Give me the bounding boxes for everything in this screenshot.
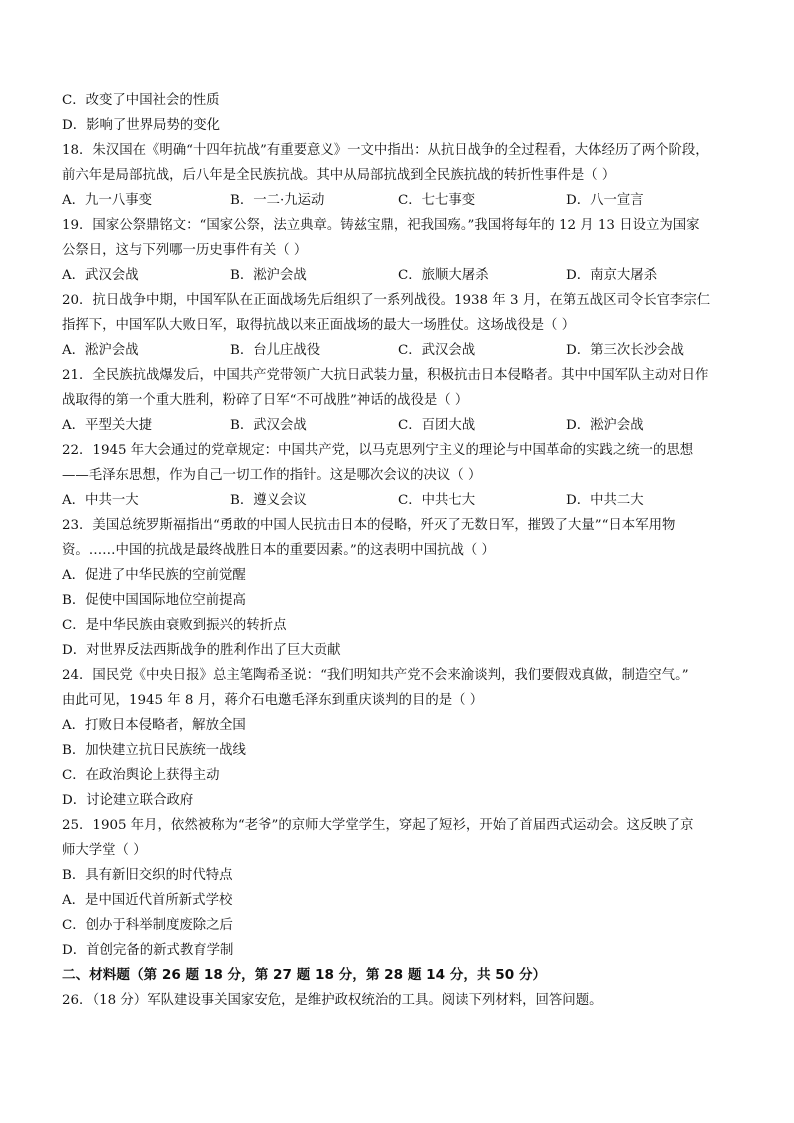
q21-option-b: B．武汉会战	[230, 418, 307, 433]
q21-option-a: A．平型关大捷	[62, 418, 153, 433]
q24-stem-line1: 24．国民党《中央日报》总主笔陶希圣说：“我们明知共产党不会来渝谈判，我们要假戏真做，制造空气。”	[62, 668, 689, 683]
exam-page	[62, 88, 734, 1013]
q18-stem-line2: 前六年是局部抗战，后八年是全民族抗战。其中从局部抗战到全民族抗战的转折性事件是（ ）	[62, 168, 616, 183]
q18-option-d: D．八一宣言	[566, 193, 644, 208]
q22-option-a: A．中共一大	[62, 493, 139, 508]
q21-stem-line1: 21．全民族抗战爆发后，中国共产党带领广大抗日武装力量，积极抗击日本侵略者。其中中国军队主动对日作	[62, 368, 709, 383]
q19-option-b: B．淞沪会战	[230, 268, 307, 283]
q22-option-c: C．中共七大	[398, 493, 476, 508]
q21-options	[62, 413, 734, 438]
q25-option-b: B．具有新旧交织的时代特点	[62, 868, 233, 883]
q22-option-d: D．中共二大	[566, 493, 644, 508]
q20-option-a: A．淞沪会战	[62, 343, 139, 358]
q20-options	[62, 338, 734, 363]
q20-option-d: D．第三次长沙会战	[566, 343, 684, 358]
q23-option-a: A．促进了中华民族的空前觉醒	[62, 568, 246, 583]
section-2-heading: 二、材料题（第 26 题 18 分，第 27 题 18 分，第 28 题 14 分，共 50 分）	[62, 967, 547, 983]
q22-stem-line1: 22．1945 年大会通过的党章规定：中国共产党，以马克思列宁主义的理论与中国革命的实践之统一的思想	[62, 443, 694, 458]
q19-option-d: D．南京大屠杀	[566, 268, 658, 283]
q19-stem-line1: 19．国家公祭鼎铭文：“国家公祭，法立典章。铸兹宝鼎，祀我国殇。”我国将每年的 12 月 13 日设立为国家	[62, 218, 700, 233]
q19-option-c: C．旅顺大屠杀	[398, 268, 489, 283]
q25-option-c: C．创办于科举制度废除之后	[62, 918, 233, 933]
q20-option-b: B．台儿庄战役	[230, 343, 321, 358]
q21-stem-line2: 战取得的第一个重大胜利，粉碎了日军“不可战胜”神话的战役是（ ）	[62, 393, 469, 408]
q18-option-b: B．一二·九运动	[230, 193, 325, 208]
q21-option-c: C．百团大战	[398, 418, 476, 433]
q24-option-d: D．讨论建立联合政府	[62, 793, 194, 808]
q23-stem-line2: 资。……中国的抗战是最终战胜日本的重要因素。”的这表明中国抗战（ ）	[62, 543, 495, 558]
q19-option-a: A．武汉会战	[62, 268, 139, 283]
q17-option-d: D．影响了世界局势的变化	[62, 118, 221, 133]
q24-option-a: A．打败日本侵略者，解放全国	[62, 718, 246, 733]
q23-option-c: C．是中华民族由衰败到振兴的转折点	[62, 618, 287, 633]
q18-option-a: A．九一八事变	[62, 193, 153, 208]
q22-options	[62, 488, 734, 513]
q24-option-b: B．加快建立抗日民族统一战线	[62, 743, 246, 758]
q25-stem-line2: 师大学堂（ ）	[62, 843, 147, 858]
q25-option-a: A．是中国近代首所新式学校	[62, 893, 233, 908]
q25-option-d: D．首创完备的新式教育学制	[62, 943, 234, 958]
q20-stem-line1: 20．抗日战争中期，中国军队在正面战场先后组织了一系列战役。1938 年 3 月，在第五战区司令长官李宗仁	[62, 293, 711, 308]
q20-option-c: C．武汉会战	[398, 343, 476, 358]
q19-options	[62, 263, 734, 288]
q22-option-b: B．遵义会议	[230, 493, 307, 508]
q26-stem-line1: 26．（18 分）军队建设事关国家安危，是维护政权统治的工具。阅读下列材料，回答问题。	[62, 993, 603, 1008]
q22-stem-line2: ——毛泽东思想，作为自己一切工作的指针。这是哪次会议的决议（ ）	[62, 468, 482, 483]
q19-stem-line2: 公祭日，这与下列哪一历史事件有关（ ）	[62, 243, 308, 258]
q17-option-c: C．改变了中国社会的性质	[62, 93, 220, 108]
q25-stem-line1: 25．1905 年月，依然被称为“老爷”的京师大学堂学生，穿起了短衫，开始了首届西式运动会。这反映了京	[62, 818, 694, 833]
q20-stem-line2: 指挥下，中国军队大败日军，取得抗战以来正面战场的最大一场胜仗。这场战役是（ ）	[62, 318, 576, 333]
q18-stem-line1: 18．朱汉国在《明确“十四年抗战”有重要意义》一文中指出：从抗日战争的全过程看，大体经历了两个阶段，	[62, 143, 709, 158]
q18-option-c: C．七七事变	[398, 193, 476, 208]
q23-stem-line1: 23．美国总统罗斯福指出“勇敢的中国人民抗击日本的侵略，歼灭了无数日军，摧毁了大量”“日本军用物	[62, 518, 676, 533]
q24-option-c: C．在政治舆论上获得主动	[62, 768, 220, 783]
q18-options	[62, 188, 734, 213]
q23-option-b: B．促使中国国际地位空前提高	[62, 593, 246, 608]
q24-stem-line2: 由此可见，1945 年 8 月，蒋介石电邀毛泽东到重庆谈判的目的是（ ）	[62, 693, 484, 708]
q21-option-d: D．淞沪会战	[566, 418, 644, 433]
q23-option-d: D．对世界反法西斯战争的胜利作出了巨大贡献	[62, 643, 341, 658]
